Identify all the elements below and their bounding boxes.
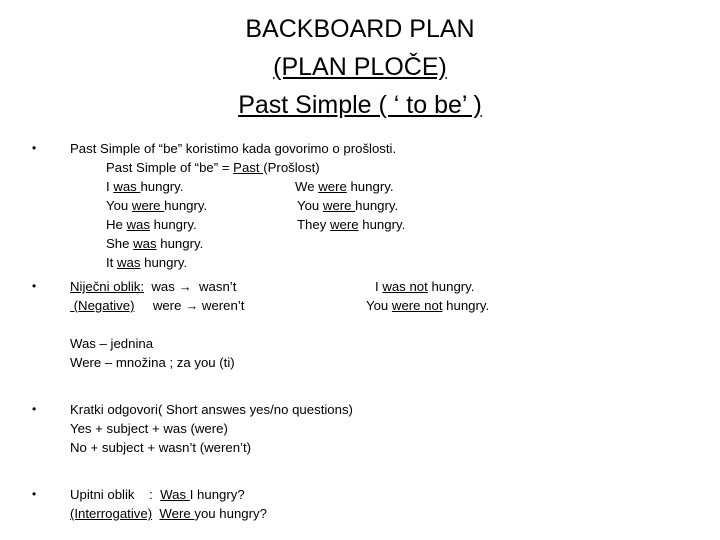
complement: hungry. bbox=[442, 298, 490, 313]
verb: was bbox=[126, 217, 150, 232]
bullet-point bbox=[32, 139, 36, 158]
plural-row bbox=[297, 215, 405, 234]
singular-row bbox=[106, 253, 187, 272]
subject: I bbox=[106, 179, 114, 194]
negative-label: Niječni oblik: bbox=[70, 279, 145, 294]
verb: were bbox=[131, 198, 165, 213]
verb: was not bbox=[382, 279, 428, 294]
interrogative-row bbox=[70, 504, 267, 523]
negative-label-en: (Negative) bbox=[70, 298, 135, 313]
subtitle-text: (PLAN PLOČE) bbox=[273, 53, 447, 81]
subject: They bbox=[297, 217, 330, 232]
complement: hungry. bbox=[427, 279, 475, 294]
complement: hungry. bbox=[149, 217, 197, 232]
definition-term: Past bbox=[233, 160, 264, 175]
singular-row bbox=[106, 196, 207, 215]
verb: were not bbox=[391, 298, 443, 313]
singular-row bbox=[106, 234, 203, 253]
interrogative-label-en: (Interrogative) bbox=[70, 506, 153, 521]
topic-heading-text: Past Simple ( ‘ to be’ ) bbox=[238, 91, 482, 119]
plural-row bbox=[295, 177, 393, 196]
plural-row bbox=[297, 196, 398, 215]
definition-prefix: Past Simple of “be” = bbox=[106, 160, 234, 175]
negative-form: was → wasn’t bbox=[144, 279, 237, 294]
verb: were bbox=[322, 198, 356, 213]
subject: You bbox=[366, 298, 392, 313]
topic-heading bbox=[0, 86, 720, 124]
bullet-point bbox=[32, 277, 36, 296]
singular-row bbox=[106, 215, 197, 234]
subject: I bbox=[375, 279, 383, 294]
question-verb: Were bbox=[159, 506, 195, 521]
complement: hungry. bbox=[164, 198, 208, 213]
complement: hungry. bbox=[140, 179, 184, 194]
complement: hungry. bbox=[358, 217, 406, 232]
negative-row bbox=[70, 277, 236, 296]
subject: He bbox=[106, 217, 127, 232]
interrogative-label: Upitni oblik : bbox=[70, 487, 161, 502]
question-rest: I hungry? bbox=[189, 487, 245, 502]
subject: You bbox=[297, 198, 323, 213]
subject: You bbox=[106, 198, 132, 213]
number-note: Were – množina ; za you (ti) bbox=[70, 355, 235, 370]
subject: It bbox=[106, 255, 117, 270]
verb: were bbox=[318, 179, 347, 194]
number-note: Was – jednina bbox=[70, 336, 154, 351]
question-rest: you hungry? bbox=[194, 506, 267, 521]
verb: was bbox=[117, 255, 141, 270]
verb: was bbox=[133, 236, 157, 251]
intro-line: Past Simple of “be” koristimo kada govorimo o prošlosti. bbox=[70, 141, 397, 156]
bullet-point bbox=[32, 485, 36, 504]
complement: hungry. bbox=[140, 255, 188, 270]
subject: She bbox=[106, 236, 134, 251]
negative-example bbox=[366, 296, 489, 315]
verb: were bbox=[329, 217, 359, 232]
complement: hungry. bbox=[156, 236, 204, 251]
negative-example bbox=[375, 277, 474, 296]
interrogative-row bbox=[70, 485, 245, 504]
bullet-point bbox=[32, 400, 36, 419]
question-verb: Was bbox=[160, 487, 190, 502]
page-subtitle bbox=[0, 48, 720, 86]
verb: was bbox=[113, 179, 141, 194]
short-answer-yes: Yes + subject + was (were) bbox=[70, 421, 228, 436]
subject: We bbox=[295, 179, 319, 194]
complement: hungry. bbox=[355, 198, 399, 213]
negative-row bbox=[70, 296, 244, 315]
short-answer-no: No + subject + wasn’t (weren’t) bbox=[70, 440, 252, 455]
definition-suffix: (Prošlost) bbox=[263, 160, 320, 175]
short-answers-heading: Kratki odgovori( Short answes yes/no questions) bbox=[70, 402, 353, 417]
page-title: BACKBOARD PLAN bbox=[245, 15, 475, 43]
singular-row bbox=[106, 177, 183, 196]
complement: hungry. bbox=[346, 179, 394, 194]
negative-form: were → weren’t bbox=[134, 298, 245, 313]
definition-line bbox=[106, 158, 320, 177]
